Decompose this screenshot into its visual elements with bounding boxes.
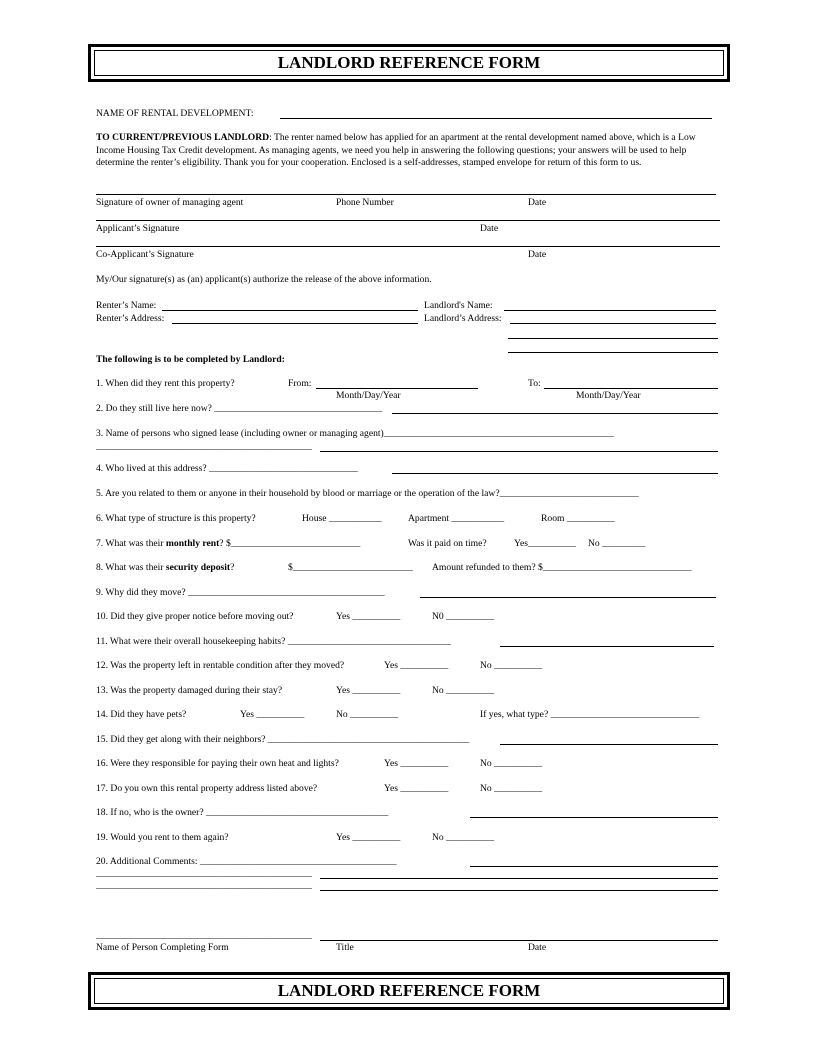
q20-field-3[interactable] — [320, 890, 718, 891]
q17-yes[interactable]: Yes __________ — [384, 783, 449, 794]
q8-bold: security deposit — [165, 562, 231, 573]
q1-label: 1. When did they rent this property? — [96, 378, 235, 389]
renters-address-field[interactable] — [172, 323, 418, 324]
q6-label: 6. What type of structure is this property? — [96, 513, 256, 524]
q19-no[interactable]: No __________ — [432, 832, 495, 843]
q8-post: ? — [230, 562, 235, 573]
q14-type[interactable]: If yes, what type? _______________________________ — [480, 709, 700, 720]
renters-name-field[interactable] — [162, 310, 418, 311]
renters-name-label: Renter’s Name: — [96, 300, 157, 311]
date-label-3: Date — [528, 249, 547, 260]
q7-bold: monthly rent — [165, 538, 220, 549]
development-field[interactable] — [280, 118, 712, 119]
q8-refunded[interactable]: Amount refunded to them? $_______________________________ — [432, 562, 692, 573]
q12-yes[interactable]: Yes __________ — [384, 660, 449, 671]
q20-field[interactable] — [470, 866, 718, 867]
q18-field[interactable] — [470, 817, 718, 818]
q15-field[interactable] — [500, 744, 718, 745]
phone-label: Phone Number — [336, 197, 394, 208]
owner-signature-label: Signature of owner of managing agent — [96, 197, 244, 208]
q8-label — [96, 562, 234, 573]
q7-yes[interactable]: Yes__________ — [514, 538, 576, 549]
q3-label: 3. Name of persons who signed lease (including owner or managing agent)________________________________________________ — [96, 428, 614, 439]
co-applicant-signature-label: Co-Applicant’s Signature — [96, 249, 194, 260]
q6-room[interactable]: Room __________ — [541, 513, 615, 524]
landlord-section-heading: The following is to be completed by Landlord: — [96, 354, 285, 365]
q20-line-2: _____________________________________________ — [96, 868, 312, 879]
q7-pre: 7. What was their — [96, 538, 166, 549]
q6-apartment[interactable]: Apartment ___________ — [408, 513, 505, 524]
q7-paid-label: Was it paid on time? — [408, 538, 487, 549]
q12-no[interactable]: No __________ — [480, 660, 543, 671]
page-title: LANDLORD REFERENCE FORM — [94, 50, 724, 76]
completer-title-label: Title — [336, 942, 354, 953]
q4-field[interactable] — [392, 473, 718, 474]
q10-yes[interactable]: Yes __________ — [336, 611, 401, 622]
intro-text: : The renter named below has applied for an apartment at the rental development named above, which is a Low Income Housing Tax Credit development. As managing agents, we need you help in answering the following questions; your answers will be used to help determine the renter’s eligibility. Thank you for your cooperation. Enclosed is a self-addresses, stamped envelope for return of this form to us. — [96, 132, 696, 168]
date-label-2: Date — [480, 223, 499, 234]
q17-no[interactable]: No __________ — [480, 783, 543, 794]
q16-yes[interactable]: Yes __________ — [384, 758, 449, 769]
q1-to-label: To: — [528, 378, 541, 389]
q6-house[interactable]: House ___________ — [302, 513, 382, 524]
q4-label: 4. Who lived at this address? _______________________________ — [96, 463, 358, 474]
q7-label — [96, 538, 360, 549]
title-box — [88, 44, 730, 82]
authorization-text: My/Our signature(s) as (an) applicant(s) authorize the release of the above information. — [96, 274, 432, 285]
q7-no[interactable]: No _________ — [588, 538, 646, 549]
renters-address-label: Renter’s Address: — [96, 313, 165, 324]
q20-field-2[interactable] — [320, 878, 718, 879]
completer-date-label: Date — [528, 942, 547, 953]
footer-title-box — [88, 972, 730, 1010]
footer-title: LANDLORD REFERENCE FORM — [94, 978, 724, 1004]
landlords-address-line-2[interactable] — [508, 338, 718, 339]
q20-label: 20. Additional Comments: _________________________________________ — [96, 856, 397, 867]
q20-line-3: _____________________________________________ — [96, 880, 312, 891]
q1-from-label: From: — [288, 378, 312, 389]
landlords-name-label: Landlord's Name: — [424, 300, 493, 311]
q11-label: 11. What were their overall housekeeping habits? __________________________________ — [96, 636, 451, 647]
landlords-name-field[interactable] — [504, 310, 716, 311]
q9-label: 9. Why did they move? _________________________________________ — [96, 587, 385, 598]
q3-line-2: _____________________________________________ — [96, 441, 312, 452]
q15-label: 15. Did they get along with their neighbors? __________________________________________ — [96, 734, 470, 745]
landlords-address-field[interactable] — [510, 323, 716, 324]
q14-no[interactable]: No __________ — [336, 709, 399, 720]
q7-post[interactable]: ? $___________________________ — [219, 538, 361, 549]
q13-yes[interactable]: Yes __________ — [336, 685, 401, 696]
q19-label: 19. Would you rent to them again? — [96, 832, 229, 843]
q1-from-field[interactable] — [316, 388, 478, 389]
q5-label: 5. Are you related to them or anyone in their household by blood or marriage or the operation of the law?_____________________________ — [96, 488, 639, 499]
q9-field[interactable] — [420, 597, 716, 598]
q2-label: 2. Do they still live here now? ___________________________________ — [96, 403, 383, 414]
completer-name-label: Name of Person Completing Form — [96, 942, 229, 953]
q14-label: 14. Did they have pets? — [96, 709, 187, 720]
development-label: NAME OF RENTAL DEVELOPMENT: — [96, 108, 254, 119]
q10-no[interactable]: N0 __________ — [432, 611, 495, 622]
q1-from-hint: Month/Day/Year — [336, 390, 401, 401]
q3-field-2[interactable] — [320, 451, 718, 452]
owner-signature-line[interactable] — [96, 194, 716, 195]
date-label-1: Date — [528, 197, 547, 208]
q1-to-field[interactable] — [544, 388, 718, 389]
q16-no[interactable]: No __________ — [480, 758, 543, 769]
q17-label: 17. Do you own this rental property address listed above? — [96, 783, 318, 794]
q8-pre: 8. What was their — [96, 562, 166, 573]
completer-field[interactable] — [320, 940, 718, 941]
q19-yes[interactable]: Yes __________ — [336, 832, 401, 843]
q18-label: 18. If no, who is the owner? ______________________________________ — [96, 807, 389, 818]
landlords-address-line-3[interactable] — [508, 352, 718, 353]
applicant-signature-line[interactable] — [96, 220, 720, 221]
q8-amount[interactable]: $_________________________ — [288, 562, 413, 573]
landlords-address-label: Landlord’s Address: — [424, 313, 502, 324]
q2-field[interactable] — [392, 413, 718, 414]
q13-no[interactable]: No __________ — [432, 685, 495, 696]
completer-line: _____________________________________________ — [96, 930, 312, 941]
q13-label: 13. Was the property damaged during their stay? — [96, 685, 283, 696]
intro-heading: TO CURRENT/PREVIOUS LANDLORD — [96, 132, 270, 143]
q11-field[interactable] — [500, 646, 714, 647]
intro-paragraph — [96, 132, 712, 170]
q16-label: 16. Were they responsible for paying their own heat and lights? — [96, 758, 339, 769]
q12-label: 12. Was the property left in rentable condition after they moved? — [96, 660, 345, 671]
applicant-signature-label: Applicant’s Signature — [96, 223, 180, 234]
q10-label: 10. Did they give proper notice before moving out? — [96, 611, 294, 622]
co-applicant-signature-line[interactable] — [96, 246, 720, 247]
q14-yes[interactable]: Yes __________ — [240, 709, 305, 720]
q1-to-hint: Month/Day/Year — [576, 390, 641, 401]
